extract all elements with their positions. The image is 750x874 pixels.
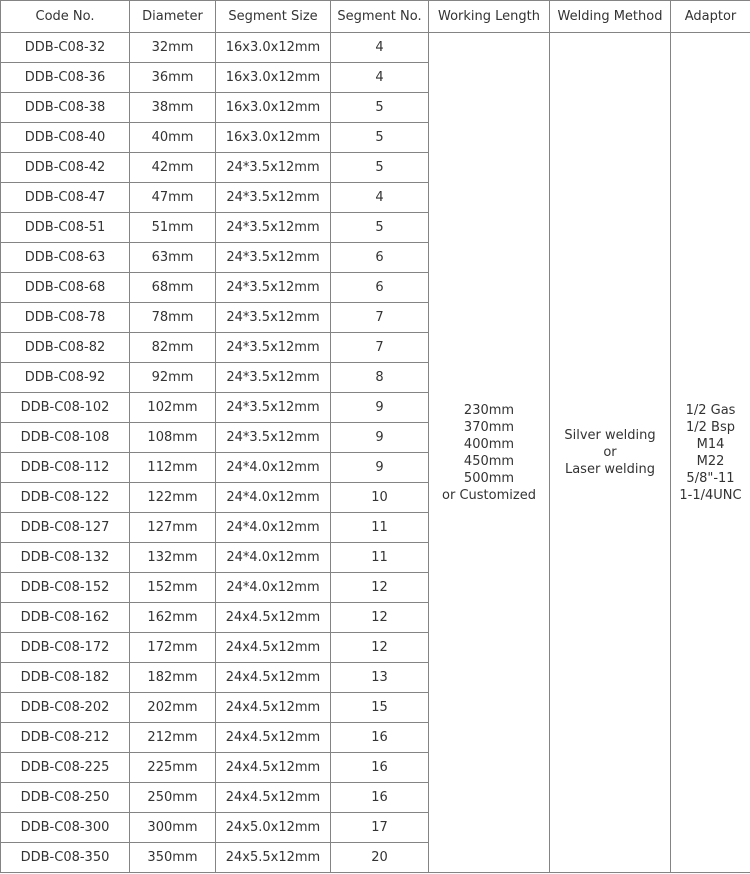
cell-working-length-line: 230mm	[463, 402, 515, 418]
cell-segment-size: 24x4.5x12mm	[216, 633, 331, 663]
cell-diameter: 51mm	[130, 213, 216, 243]
cell-code-no: DDB-C08-47	[1, 183, 130, 213]
cell-adaptor-line: 1/2 Bsp	[686, 419, 735, 435]
cell-segment-no: 4	[331, 183, 429, 213]
cell-segment-size: 24x5.0x12mm	[216, 813, 331, 843]
cell-welding-method	[550, 33, 671, 873]
cell-adaptor-line: 5/8"-11	[686, 470, 735, 486]
cell-code-no: DDB-C08-152	[1, 573, 130, 603]
cell-diameter: 132mm	[130, 543, 216, 573]
cell-diameter: 42mm	[130, 153, 216, 183]
cell-code-no: DDB-C08-40	[1, 123, 130, 153]
cell-segment-no: 4	[331, 33, 429, 63]
cell-welding-method-line: Laser welding	[564, 462, 656, 477]
cell-segment-size: 24x4.5x12mm	[216, 603, 331, 633]
cell-diameter: 225mm	[130, 753, 216, 783]
cell-code-no: DDB-C08-182	[1, 663, 130, 693]
col-header-adaptor: Adaptor	[671, 1, 750, 33]
cell-segment-no: 7	[331, 333, 429, 363]
cell-segment-no: 5	[331, 123, 429, 153]
cell-working-length-line: 370mm	[463, 419, 515, 435]
cell-segment-no: 6	[331, 273, 429, 303]
cell-code-no: DDB-C08-38	[1, 93, 130, 123]
cell-code-no: DDB-C08-32	[1, 33, 130, 63]
cell-segment-no: 16	[331, 783, 429, 813]
cell-code-no: DDB-C08-36	[1, 63, 130, 93]
cell-segment-size: 24*3.5x12mm	[216, 363, 331, 393]
cell-diameter: 36mm	[130, 63, 216, 93]
cell-code-no: DDB-C08-250	[1, 783, 130, 813]
cell-segment-no: 12	[331, 633, 429, 663]
cell-code-no: DDB-C08-42	[1, 153, 130, 183]
cell-code-no: DDB-C08-172	[1, 633, 130, 663]
cell-code-no: DDB-C08-225	[1, 753, 130, 783]
cell-segment-no: 15	[331, 693, 429, 723]
cell-adaptor	[671, 33, 750, 873]
cell-code-no: DDB-C08-51	[1, 213, 130, 243]
cell-diameter: 32mm	[130, 33, 216, 63]
cell-working-length-line: 450mm	[463, 453, 515, 469]
cell-code-no: DDB-C08-300	[1, 813, 130, 843]
cell-code-no: DDB-C08-78	[1, 303, 130, 333]
cell-code-no: DDB-C08-132	[1, 543, 130, 573]
cell-diameter: 127mm	[130, 513, 216, 543]
cell-diameter: 108mm	[130, 423, 216, 453]
cell-segment-no: 11	[331, 543, 429, 573]
cell-segment-no: 16	[331, 723, 429, 753]
cell-diameter: 68mm	[130, 273, 216, 303]
cell-segment-size: 24*3.5x12mm	[216, 183, 331, 213]
cell-diameter: 250mm	[130, 783, 216, 813]
col-header-working-length: Working Length	[429, 1, 550, 33]
cell-segment-size: 24*4.0x12mm	[216, 483, 331, 513]
cell-segment-size: 24x5.5x12mm	[216, 843, 331, 873]
cell-segment-no: 12	[331, 603, 429, 633]
cell-segment-no: 9	[331, 423, 429, 453]
cell-segment-size: 16x3.0x12mm	[216, 123, 331, 153]
col-header-welding-method: Welding Method	[550, 1, 671, 33]
cell-segment-no: 9	[331, 453, 429, 483]
cell-diameter: 350mm	[130, 843, 216, 873]
cell-segment-size: 24*3.5x12mm	[216, 153, 331, 183]
cell-diameter: 300mm	[130, 813, 216, 843]
cell-segment-no: 17	[331, 813, 429, 843]
cell-code-no: DDB-C08-82	[1, 333, 130, 363]
cell-diameter: 38mm	[130, 93, 216, 123]
col-header-segment-no: Segment No.	[331, 1, 429, 33]
cell-segment-size: 24*3.5x12mm	[216, 393, 331, 423]
col-header-diameter: Diameter	[130, 1, 216, 33]
cell-segment-no: 6	[331, 243, 429, 273]
cell-segment-size: 16x3.0x12mm	[216, 93, 331, 123]
cell-segment-size: 24x4.5x12mm	[216, 693, 331, 723]
cell-working-length-line: or Customized	[442, 487, 536, 503]
cell-code-no: DDB-C08-350	[1, 843, 130, 873]
cell-segment-size: 24*4.0x12mm	[216, 453, 331, 483]
cell-segment-no: 7	[331, 303, 429, 333]
cell-code-no: DDB-C08-68	[1, 273, 130, 303]
cell-adaptor-line: M14	[696, 436, 725, 452]
col-header-code-no: Code No.	[1, 1, 130, 33]
cell-segment-no: 13	[331, 663, 429, 693]
cell-diameter: 182mm	[130, 663, 216, 693]
cell-segment-size: 24x4.5x12mm	[216, 663, 331, 693]
cell-segment-size: 24*4.0x12mm	[216, 543, 331, 573]
cell-diameter: 122mm	[130, 483, 216, 513]
cell-segment-size: 24*3.5x12mm	[216, 423, 331, 453]
cell-code-no: DDB-C08-127	[1, 513, 130, 543]
cell-segment-size: 24*4.0x12mm	[216, 573, 331, 603]
cell-segment-no: 12	[331, 573, 429, 603]
cell-diameter: 47mm	[130, 183, 216, 213]
cell-segment-no: 5	[331, 213, 429, 243]
cell-adaptor-line: M22	[696, 453, 725, 469]
cell-welding-method-line: Silver welding	[564, 428, 656, 443]
cell-code-no: DDB-C08-212	[1, 723, 130, 753]
cell-diameter: 152mm	[130, 573, 216, 603]
header-row	[1, 1, 750, 33]
cell-segment-size: 24*3.5x12mm	[216, 333, 331, 363]
cell-segment-size: 24*3.5x12mm	[216, 213, 331, 243]
cell-segment-no: 9	[331, 393, 429, 423]
cell-code-no: DDB-C08-63	[1, 243, 130, 273]
cell-diameter: 78mm	[130, 303, 216, 333]
cell-code-no: DDB-C08-102	[1, 393, 130, 423]
cell-segment-no: 4	[331, 63, 429, 93]
cell-diameter: 172mm	[130, 633, 216, 663]
cell-code-no: DDB-C08-202	[1, 693, 130, 723]
col-header-segment-size: Segment Size	[216, 1, 331, 33]
cell-code-no: DDB-C08-112	[1, 453, 130, 483]
cell-segment-size: 24*3.5x12mm	[216, 273, 331, 303]
cell-segment-no: 8	[331, 363, 429, 393]
cell-code-no: DDB-C08-162	[1, 603, 130, 633]
table-row	[1, 33, 750, 63]
cell-segment-size: 16x3.0x12mm	[216, 63, 331, 93]
cell-diameter: 162mm	[130, 603, 216, 633]
cell-segment-no: 5	[331, 93, 429, 123]
cell-segment-no: 5	[331, 153, 429, 183]
cell-diameter: 212mm	[130, 723, 216, 753]
cell-diameter: 92mm	[130, 363, 216, 393]
cell-segment-no: 10	[331, 483, 429, 513]
cell-code-no: DDB-C08-122	[1, 483, 130, 513]
cell-segment-size: 24*3.5x12mm	[216, 303, 331, 333]
cell-adaptor-line: 1-1/4UNC	[679, 487, 742, 503]
cell-segment-no: 20	[331, 843, 429, 873]
cell-diameter: 202mm	[130, 693, 216, 723]
cell-working-length	[429, 33, 550, 873]
cell-diameter: 102mm	[130, 393, 216, 423]
cell-welding-method-line: or	[603, 445, 617, 460]
cell-diameter: 40mm	[130, 123, 216, 153]
cell-diameter: 63mm	[130, 243, 216, 273]
cell-segment-size: 24x4.5x12mm	[216, 753, 331, 783]
cell-code-no: DDB-C08-108	[1, 423, 130, 453]
cell-segment-size: 24x4.5x12mm	[216, 723, 331, 753]
cell-segment-size: 24x4.5x12mm	[216, 783, 331, 813]
cell-segment-no: 16	[331, 753, 429, 783]
cell-adaptor-line: 1/2 Gas	[685, 402, 736, 418]
cell-diameter: 112mm	[130, 453, 216, 483]
cell-working-length-line: 500mm	[463, 470, 515, 486]
cell-segment-size: 24*4.0x12mm	[216, 513, 331, 543]
cell-code-no: DDB-C08-92	[1, 363, 130, 393]
cell-segment-size: 24*3.5x12mm	[216, 243, 331, 273]
cell-segment-size: 16x3.0x12mm	[216, 33, 331, 63]
cell-working-length-line: 400mm	[463, 436, 515, 452]
cell-diameter: 82mm	[130, 333, 216, 363]
cell-segment-no: 11	[331, 513, 429, 543]
